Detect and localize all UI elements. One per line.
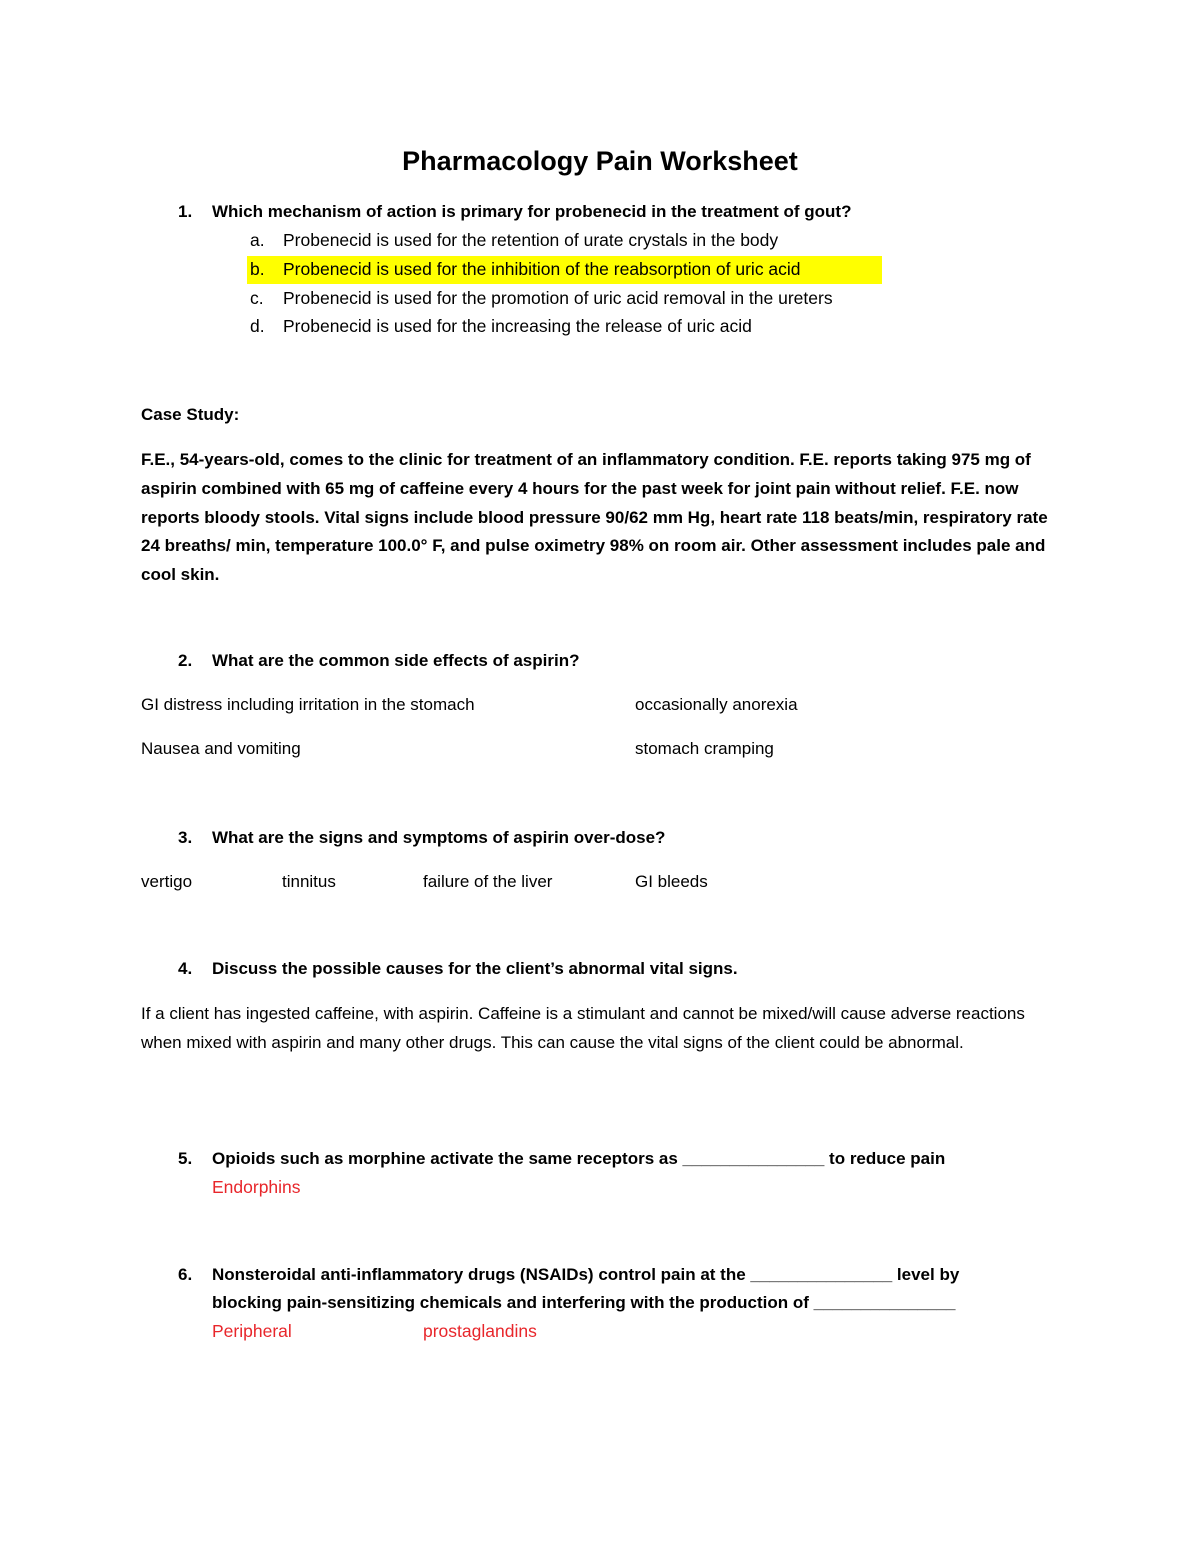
q6-answer-1: Peripheral: [212, 1321, 292, 1341]
q2-question: What are the common side effects of aspirin?: [212, 651, 580, 670]
page-title: Pharmacology Pain Worksheet: [402, 146, 798, 176]
q6-line-1: Nonsteroidal anti-inflammatory drugs (NSAIDs) control pain at the _______________ level by: [212, 1265, 960, 1284]
q4-number: 4.: [178, 959, 193, 978]
q5-number: 5.: [178, 1149, 193, 1168]
q1-option-a-letter: a.: [250, 230, 265, 250]
q6-answer-2: prostaglandins: [423, 1321, 537, 1341]
q1-option-b-letter: b.: [250, 259, 265, 279]
q1-option-d: Probenecid is used for the increasing the release of uric acid: [283, 316, 752, 336]
case-study-text: F.E., 54-years-old, comes to the clinic for treatment of an inflammatory condition. F.E. reports taking 975 mg of aspirin combined with 65 mg of caffeine every 4 hours for the past week for joint pain without relief. F.E. now reports bloody stools. Vital signs include blood pressure 90/62 mm Hg, heart rate 118 beats/min, respiratory rate 24 breaths/ min, temperature 100.0° F, and pulse oximetry 98% on room air. Other assessment includes pale and cool skin.: [141, 450, 1048, 585]
q2-answer-2: occasionally anorexia: [635, 695, 798, 714]
q1-option-d-letter: d.: [250, 316, 265, 336]
q3-answer-4: GI bleeds: [635, 872, 708, 891]
q2-number: 2.: [178, 651, 193, 670]
q2-answer-3: Nausea and vomiting: [141, 739, 301, 758]
q4-answer: If a client has ingested caffeine, with aspirin. Caffeine is a stimulant and cannot be mixed/will cause adverse reactions when mixed with aspirin and many other drugs. This can cause the vital signs of the client could be abnormal.: [141, 1004, 1025, 1052]
q2-answer-1: GI distress including irritation in the stomach: [141, 695, 475, 714]
q3-answer-1: vertigo: [141, 872, 193, 891]
q3-answer-2: tinnitus: [282, 872, 336, 891]
q1-option-c: Probenecid is used for the promotion of uric acid removal in the ureters: [283, 288, 833, 308]
q3-question: What are the signs and symptoms of aspirin over-dose?: [212, 828, 666, 847]
q1-option-b: Probenecid is used for the inhibition of the reabsorption of uric acid: [283, 259, 801, 279]
q2-answer-4: stomach cramping: [635, 739, 774, 758]
q3-answer-3: failure of the liver: [423, 872, 553, 891]
q5-answer: Endorphins: [212, 1177, 301, 1197]
q1-number: 1.: [178, 202, 193, 221]
q5-question: Opioids such as morphine activate the same receptors as _______________ to reduce pain: [212, 1149, 946, 1168]
q4-question: Discuss the possible causes for the client’s abnormal vital signs.: [212, 959, 738, 978]
case-study-heading: Case Study:: [141, 405, 240, 424]
q6-line-2: blocking pain-sensitizing chemicals and interfering with the production of _______________: [212, 1293, 956, 1312]
q3-number: 3.: [178, 828, 193, 847]
q6-number: 6.: [178, 1265, 193, 1284]
q1-option-a: Probenecid is used for the retention of urate crystals in the body: [283, 230, 779, 250]
q1-option-c-letter: c.: [250, 288, 264, 308]
q1-question: Which mechanism of action is primary for probenecid in the treatment of gout?: [212, 202, 852, 221]
